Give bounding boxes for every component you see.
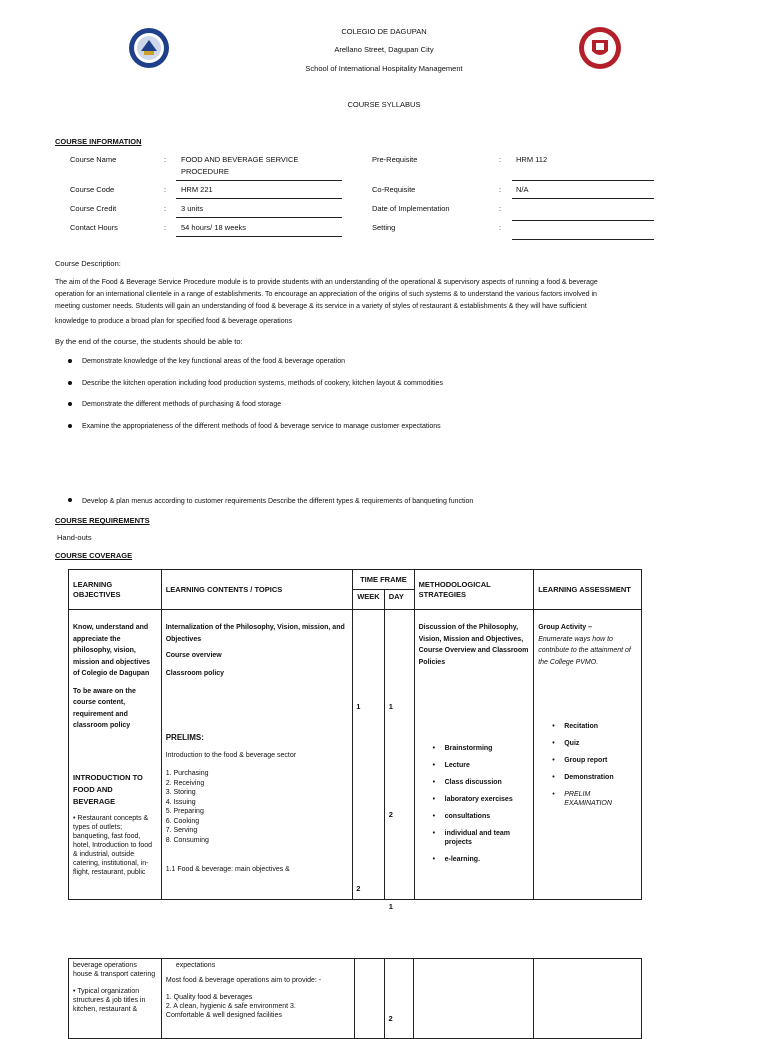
course-name-label: Course Name	[70, 155, 117, 164]
assessment-item: • PRELIM EXAMINATION	[552, 790, 637, 808]
header-contents: LEARNING CONTENTS / TOPICS	[161, 570, 353, 610]
course-code-value: HRM 221	[181, 185, 213, 194]
strategy-item: • e-learning.	[433, 855, 530, 864]
day-value: 2	[388, 1014, 393, 1023]
prerequisite-value: HRM 112	[516, 155, 548, 164]
contents-cell	[161, 610, 353, 900]
description-line: knowledge to produce a broad plan for specified food & beverage operations	[55, 318, 292, 325]
list-item: 4. Issuing	[165, 798, 196, 806]
description-line: operation for an international clientele in a range of establishments. To encourage an appreciation of the origins of such systems & to understand the various factors involved in	[55, 291, 597, 298]
school-name: COLEGIO DE DAGUPAN	[341, 27, 427, 36]
outcome-item: Develop & plan menus according to customer requirements Describe the different types & requirements of banqueting function	[82, 498, 474, 505]
prerequisite-label: Pre-Requisite	[372, 155, 418, 164]
description-line: The aim of the Food & Beverage Service Procedure module is to provide students with an understanding of the operational & supervisory aspects of running a food & beverage	[55, 279, 598, 286]
week-value: 1	[356, 702, 361, 711]
course-credit-label: Course Credit	[70, 204, 117, 213]
colon: :	[164, 185, 167, 194]
objective-title: INTRODUCTION TO FOOD AND BEVERAGE	[73, 772, 143, 806]
list-item: 3. Storing	[165, 789, 196, 796]
content-intro: Introduction to the food & beverage sector	[165, 752, 297, 759]
strategy-text: Discussion of the Philosophy, Vision, Mission and Objectives, Course Overview and Classroom Policies	[418, 624, 529, 666]
day-value: 1	[388, 702, 393, 711]
strategy-item: • Brainstorming	[433, 744, 530, 753]
bullet-icon	[68, 402, 72, 406]
school-seal-logo-left	[128, 27, 170, 69]
objective-text: To be aware on the course content, requirement and classroom policy	[73, 687, 136, 729]
date-implementation-label: Date of Implementation	[372, 204, 450, 213]
header-day: DAY	[384, 590, 414, 610]
list-item: 7. Serving	[165, 827, 198, 834]
colon: :	[499, 223, 502, 232]
content-item: Classroom policy	[165, 670, 225, 677]
school-address: Arellano Street, Dagupan City	[334, 45, 434, 54]
course-credit-value: 3 units	[181, 204, 204, 213]
day-cell	[384, 959, 414, 1039]
outcome-item: Demonstrate the different methods of purchasing & food storage	[82, 401, 282, 408]
assessment-cell	[534, 959, 642, 1039]
content-item: Internalization of the Philosophy, Vision, mission, and Objectives	[165, 624, 345, 643]
day-cell	[384, 610, 414, 911]
list-item: 5. Preparing	[165, 808, 204, 815]
course-name-value: FOOD AND BEVERAGE SERVICE	[181, 155, 299, 164]
bullet-icon	[68, 381, 72, 385]
description-heading: Course Description:	[55, 259, 121, 268]
content-text: Comfortable & well designed facilities	[165, 1012, 282, 1019]
bullet-icon	[68, 498, 72, 502]
week-cell	[354, 959, 384, 1039]
outcomes-intro: By the end of the course, the students should be able to:	[55, 337, 243, 346]
header-assessment: LEARNING ASSESSMENT	[534, 570, 642, 610]
colon: :	[164, 223, 167, 232]
coverage-table-continued	[68, 958, 642, 1039]
requirements-heading: COURSE REQUIREMENTS	[55, 516, 150, 525]
list-item: 2. Receiving	[165, 779, 205, 787]
doc-title: COURSE SYLLABUS	[347, 100, 421, 109]
prelims-label: PRELIMS:	[165, 733, 204, 742]
header-strategies: METHODOLOGICAL STRATEGIES	[414, 570, 534, 610]
objective-cell	[69, 610, 162, 900]
week-value: 2	[356, 884, 361, 893]
colon: :	[499, 204, 502, 213]
objective-text: • Typical organization structures & job titles in kitchen, restaurant &	[73, 988, 146, 1013]
strategy-item: • laboratory exercises	[433, 795, 530, 804]
strategy-item: • Class discussion	[433, 778, 530, 787]
week-cell	[353, 610, 385, 900]
objective-cell	[69, 959, 162, 1039]
colon: :	[164, 204, 167, 213]
objective-text: • Restaurant concepts & types of outlets; banqueting, fast food, hotel, Introduction to food & industrial, outside catering, institutional, in-flight, restaurant, public	[73, 814, 152, 876]
outcome-item: Demonstrate knowledge of the key functional areas of the food & beverage operation	[82, 358, 346, 365]
contents-cell	[161, 959, 354, 1039]
colon: :	[164, 155, 167, 164]
setting-label: Setting	[372, 223, 396, 232]
colon: :	[499, 155, 502, 164]
contact-hours-label: Contact Hours	[70, 223, 118, 232]
content-list	[166, 769, 349, 845]
contact-hours-value: 54 hours/ 18 weeks	[181, 223, 247, 232]
strategy-item: • individual and team projects	[433, 829, 530, 847]
course-info-heading: COURSE INFORMATION	[55, 137, 142, 146]
course-code-label: Course Code	[70, 185, 115, 194]
assessment-item: • Group report	[552, 756, 637, 765]
bullet-icon	[68, 424, 72, 428]
content-text: expectations	[175, 962, 216, 969]
content-text: 2. A clean, hygienic & safe environment 3.	[165, 1003, 296, 1010]
strategy-item: • consultations	[433, 812, 530, 821]
department-name: School of International Hospitality Management	[305, 64, 463, 73]
assessment-title: Group Activity –	[538, 624, 593, 631]
assessment-item: • Quiz	[552, 739, 637, 748]
strategies-cell	[414, 610, 534, 900]
assessment-item: • Recitation	[552, 722, 637, 731]
description-line: meeting customer needs. Students will gain an understanding of food & beverage & its service in a variety of styles of restaurant & establishments & they will have sufficient	[55, 303, 587, 310]
outcome-item: Examine the appropriateness of the different methods of food & beverage service to manage customer expectations	[82, 423, 441, 430]
content-text: 1. Quality food & beverages	[165, 994, 253, 1001]
content-sub: 1.1 Food & beverage: main objectives &	[165, 866, 290, 873]
day-value: 1	[388, 902, 393, 911]
header-week: WEEK	[353, 590, 385, 610]
corequisite-label: Co-Requisite	[372, 185, 416, 194]
header-time-frame: TIME FRAME	[353, 570, 414, 590]
list-item: 8. Consuming	[165, 836, 209, 844]
list-item: 6. Cooking	[165, 817, 200, 825]
objective-text: Know, understand and appreciate the philosophy, vision, mission and objectives of Colegio de Dagupan	[73, 624, 151, 677]
strategies-cell	[414, 959, 534, 1039]
strategy-item: • Lecture	[433, 761, 530, 770]
bullet-icon	[68, 359, 72, 363]
content-text: Most food & beverage operations aim to provide: -	[165, 977, 322, 984]
day-value: 2	[388, 810, 393, 819]
coverage-table	[68, 569, 642, 911]
coverage-heading: COURSE COVERAGE	[55, 551, 133, 560]
assessment-cell	[534, 610, 642, 900]
assessment-text: Enumerate ways how to contribute to the attainment of the College PVMO.	[538, 635, 631, 666]
assessment-item: • Demonstration	[552, 773, 637, 782]
objective-text: beverage operations house & transport catering	[73, 962, 156, 978]
header-objectives: LEARNING OBJECTIVES	[69, 570, 162, 610]
outcome-item: Describe the kitchen operation including food production systems, methods of cookery, kitchen layout & commodities	[82, 380, 443, 387]
list-item: 1. Purchasing	[165, 770, 209, 777]
content-item: Course overview	[165, 652, 222, 659]
school-seal-logo-right	[578, 26, 622, 70]
requirements-item: Hand-outs	[57, 533, 92, 542]
corequisite-value: N/A	[516, 185, 529, 194]
colon: :	[499, 185, 502, 194]
course-name-value-line2: PROCEDURE	[181, 167, 229, 176]
